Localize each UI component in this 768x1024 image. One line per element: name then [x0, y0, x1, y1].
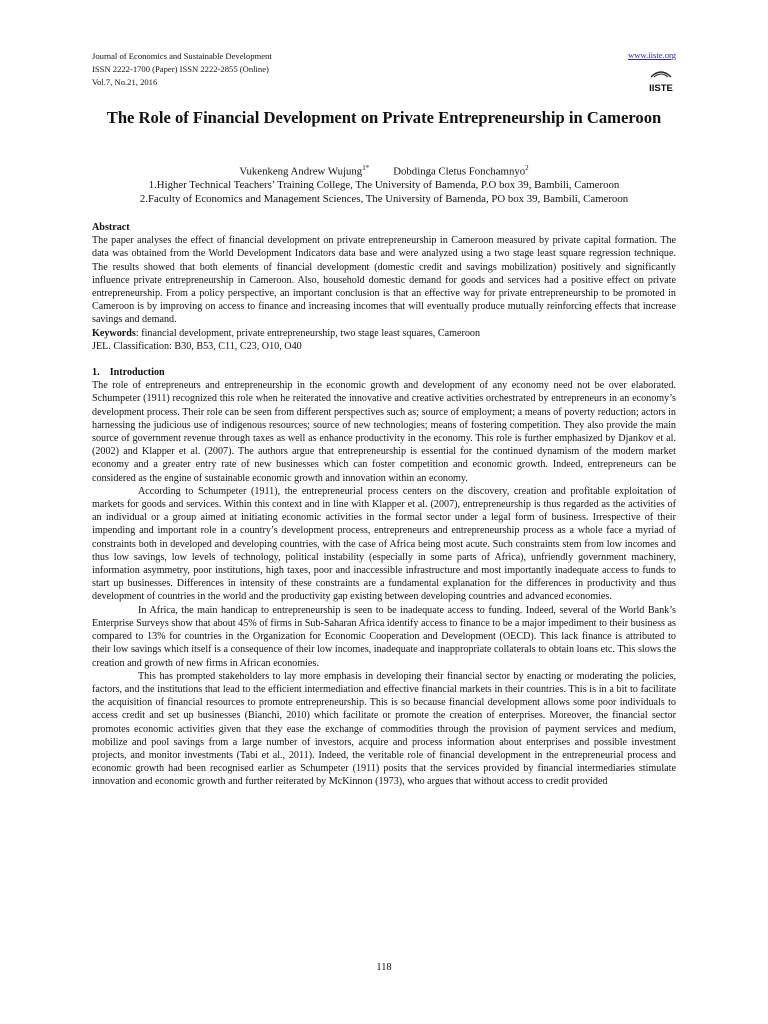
- iiste-logo-icon: [648, 66, 674, 94]
- abstract-heading: Abstract: [92, 222, 130, 233]
- introduction-heading: 1. Introduction: [92, 367, 165, 379]
- author-2-sup: 2: [525, 164, 529, 172]
- keywords-line: [92, 327, 676, 340]
- page-number: 118: [376, 962, 392, 973]
- journal-issn: ISSN 2222-1700 (Paper) ISSN 2222-2855 (Online): [92, 64, 269, 75]
- affiliation-1: 1.Higher Technical Teachers’ Training College, The University of Bamenda, P.O box 39, Bambili, Cameroon: [148, 179, 620, 191]
- author-1-sup: 1*: [362, 164, 370, 172]
- author-1: Vukenkeng Andrew Wujung: [239, 165, 363, 178]
- intro-paragraph: The role of entrepreneurs and entrepreneurship in the economic growth and development of any economy need not be over elaborated. Schumpeter (1911) recognized this role when he reiterated the innovative and creative activities orchestrated by entrepreneurs in an economy’s development process. Their role can be seen from different perspectives such as; source of employment; a means of poverty reduction; actors in harnessing the judicious use of indigenous resources; source of new technologies; means of fostering competition. They also provide the main source of government revenue through taxes as well as enhance productivity in the economy. This role is further emphasized by Djankov et al. (2002) and Klapper et al. (2007). The authors argue that entrepreneurship is essential for the continued dynamism of the modern market economy and a greater entry rate of new businesses which can foster competition and economic growth. Indeed, entrepreneurs can be considered as the engine of sustainable economic growth and innovation within an economy.: [92, 380, 676, 484]
- keywords-label: Keywords: [92, 327, 136, 339]
- logo-text: IISTE: [649, 83, 673, 94]
- author-2: Dobdinga Cletus Fonchamnyo: [393, 165, 526, 178]
- journal-header: [92, 50, 676, 96]
- intro-paragraph: This has prompted stakeholders to lay more emphasis in developing their financial sector by enacting or moderating the policies, factors, and the institutions that lead to the efficient intermediation and effective financial markets in their countries. This is in a bit to facilitate the acquisition of financial resources to promote entrepreneurship. This is so because financial development allows some poor individuals to access credit and set up businesses (Bianchi, 2010) which facilitate or promote the creation of enterprises. Moreover, the financial sector promotes economic activities given that they ease the exchange of commodities through the provision of payment services and medium, mobilize and pool savings from a large number of investors, acquire and process information about enterprises and possible investment projects, and monitor investments (Tabi et al., 2011). Indeed, the veritable role of financial development in the entrepreneurial process and economic growth had been recognised earlier as Schumpeter (1911) posits that the services provided by financial intermediaries stimulate innovation and economic growth and further reiterated by McKinnon (1973), who argues that without access to credit provided: [92, 670, 676, 788]
- abstract-text: The paper analyses the effect of financial development on private entrepreneurship in Cameroon measured by private capital formation. The data was obtained from the World Development Indicators data base and were analyzed using a two stage least square regression technique. The results showed that both elements of financial development (domestic credit and savings mobilization) positively and significantly influence private entrepreneurship in Cameroon. Also, household domestic demand for goods and services had a positive effect on private entrepreneurship. From a policy perspective, an important conclusion is that an effective way for private entrepreneurship to be promoted in Cameroon is by improving on access to finance and increasing incomes that will eventually produce mutually reinforcing effects that increase savings and demand.: [92, 235, 676, 326]
- journal-volume: Vol.7, No.21, 2016: [92, 77, 158, 88]
- affiliation-2: 2.Faculty of Economics and Management Sciences, The University of Bamenda, PO box 39, Bambili, Cameroon: [139, 193, 629, 205]
- paper-title: The Role of Financial Development on Private Entrepreneurship in Cameroon: [106, 108, 662, 127]
- keywords-text: : financial development, private entrepreneurship, two stage least squares, Cameroon: [135, 327, 481, 339]
- journal-info: [92, 50, 272, 90]
- journal-name: Journal of Economics and Sustainable Development: [92, 51, 272, 61]
- intro-paragraph: In Africa, the main handicap to entrepreneurship is seen to be inadequate access to funding. Indeed, several of the World Bank’s Enterprise Surveys show that about 45% of firms in Sub-Saharan Africa identify access to finance to be a major impediment to their business as compared to 13% for countries in the Organization for Economic Cooperation and Development (OECD). This lack finance is attributed to their low savings which itself is a consequence of their low incomes, inadequate and inappropriate collaterals to obtain loans etc. This slows the creation and growth of new firms in African economies.: [92, 604, 676, 669]
- paper-body: [92, 221, 676, 789]
- intro-paragraph: According to Schumpeter (1911), the entrepreneurial process centers on the discovery, creation and profitable exploitation of markets for goods and services. Within this context and in line with Klapper et al. (2007), entrepreneurship is thus regarded as the activities of an individual or a group aimed at initiating economic activities in the formal sector under a legal form of business. Irrespective of their impending and important role in a country’s development process, entrepreneurs and entrepreneurship process as a whole face a myriad of constraints both in developed and developing countries, with the case of Africa being most acute. Such constraints stem from low incomes and thus low savings, low levels of technology, political instability (especially in some parts of Africa), unfriendly government machinery, information asymmetry, poor institutions, high taxes, poor and inaccessible infrastructure and most importantly inadequate access to funds to start up businesses. Differences in intensity of these constraints are a fundamental explanation for the differences in productivity and thus development of countries in the world and the productivity gap existing between developing countries and advanced economies.: [92, 485, 676, 603]
- author-line: [92, 161, 676, 179]
- jel-line: JEL. Classification: B30, B53, C11, C23, O10, O40: [92, 340, 302, 352]
- journal-url-link[interactable]: www.iiste.org: [628, 50, 676, 60]
